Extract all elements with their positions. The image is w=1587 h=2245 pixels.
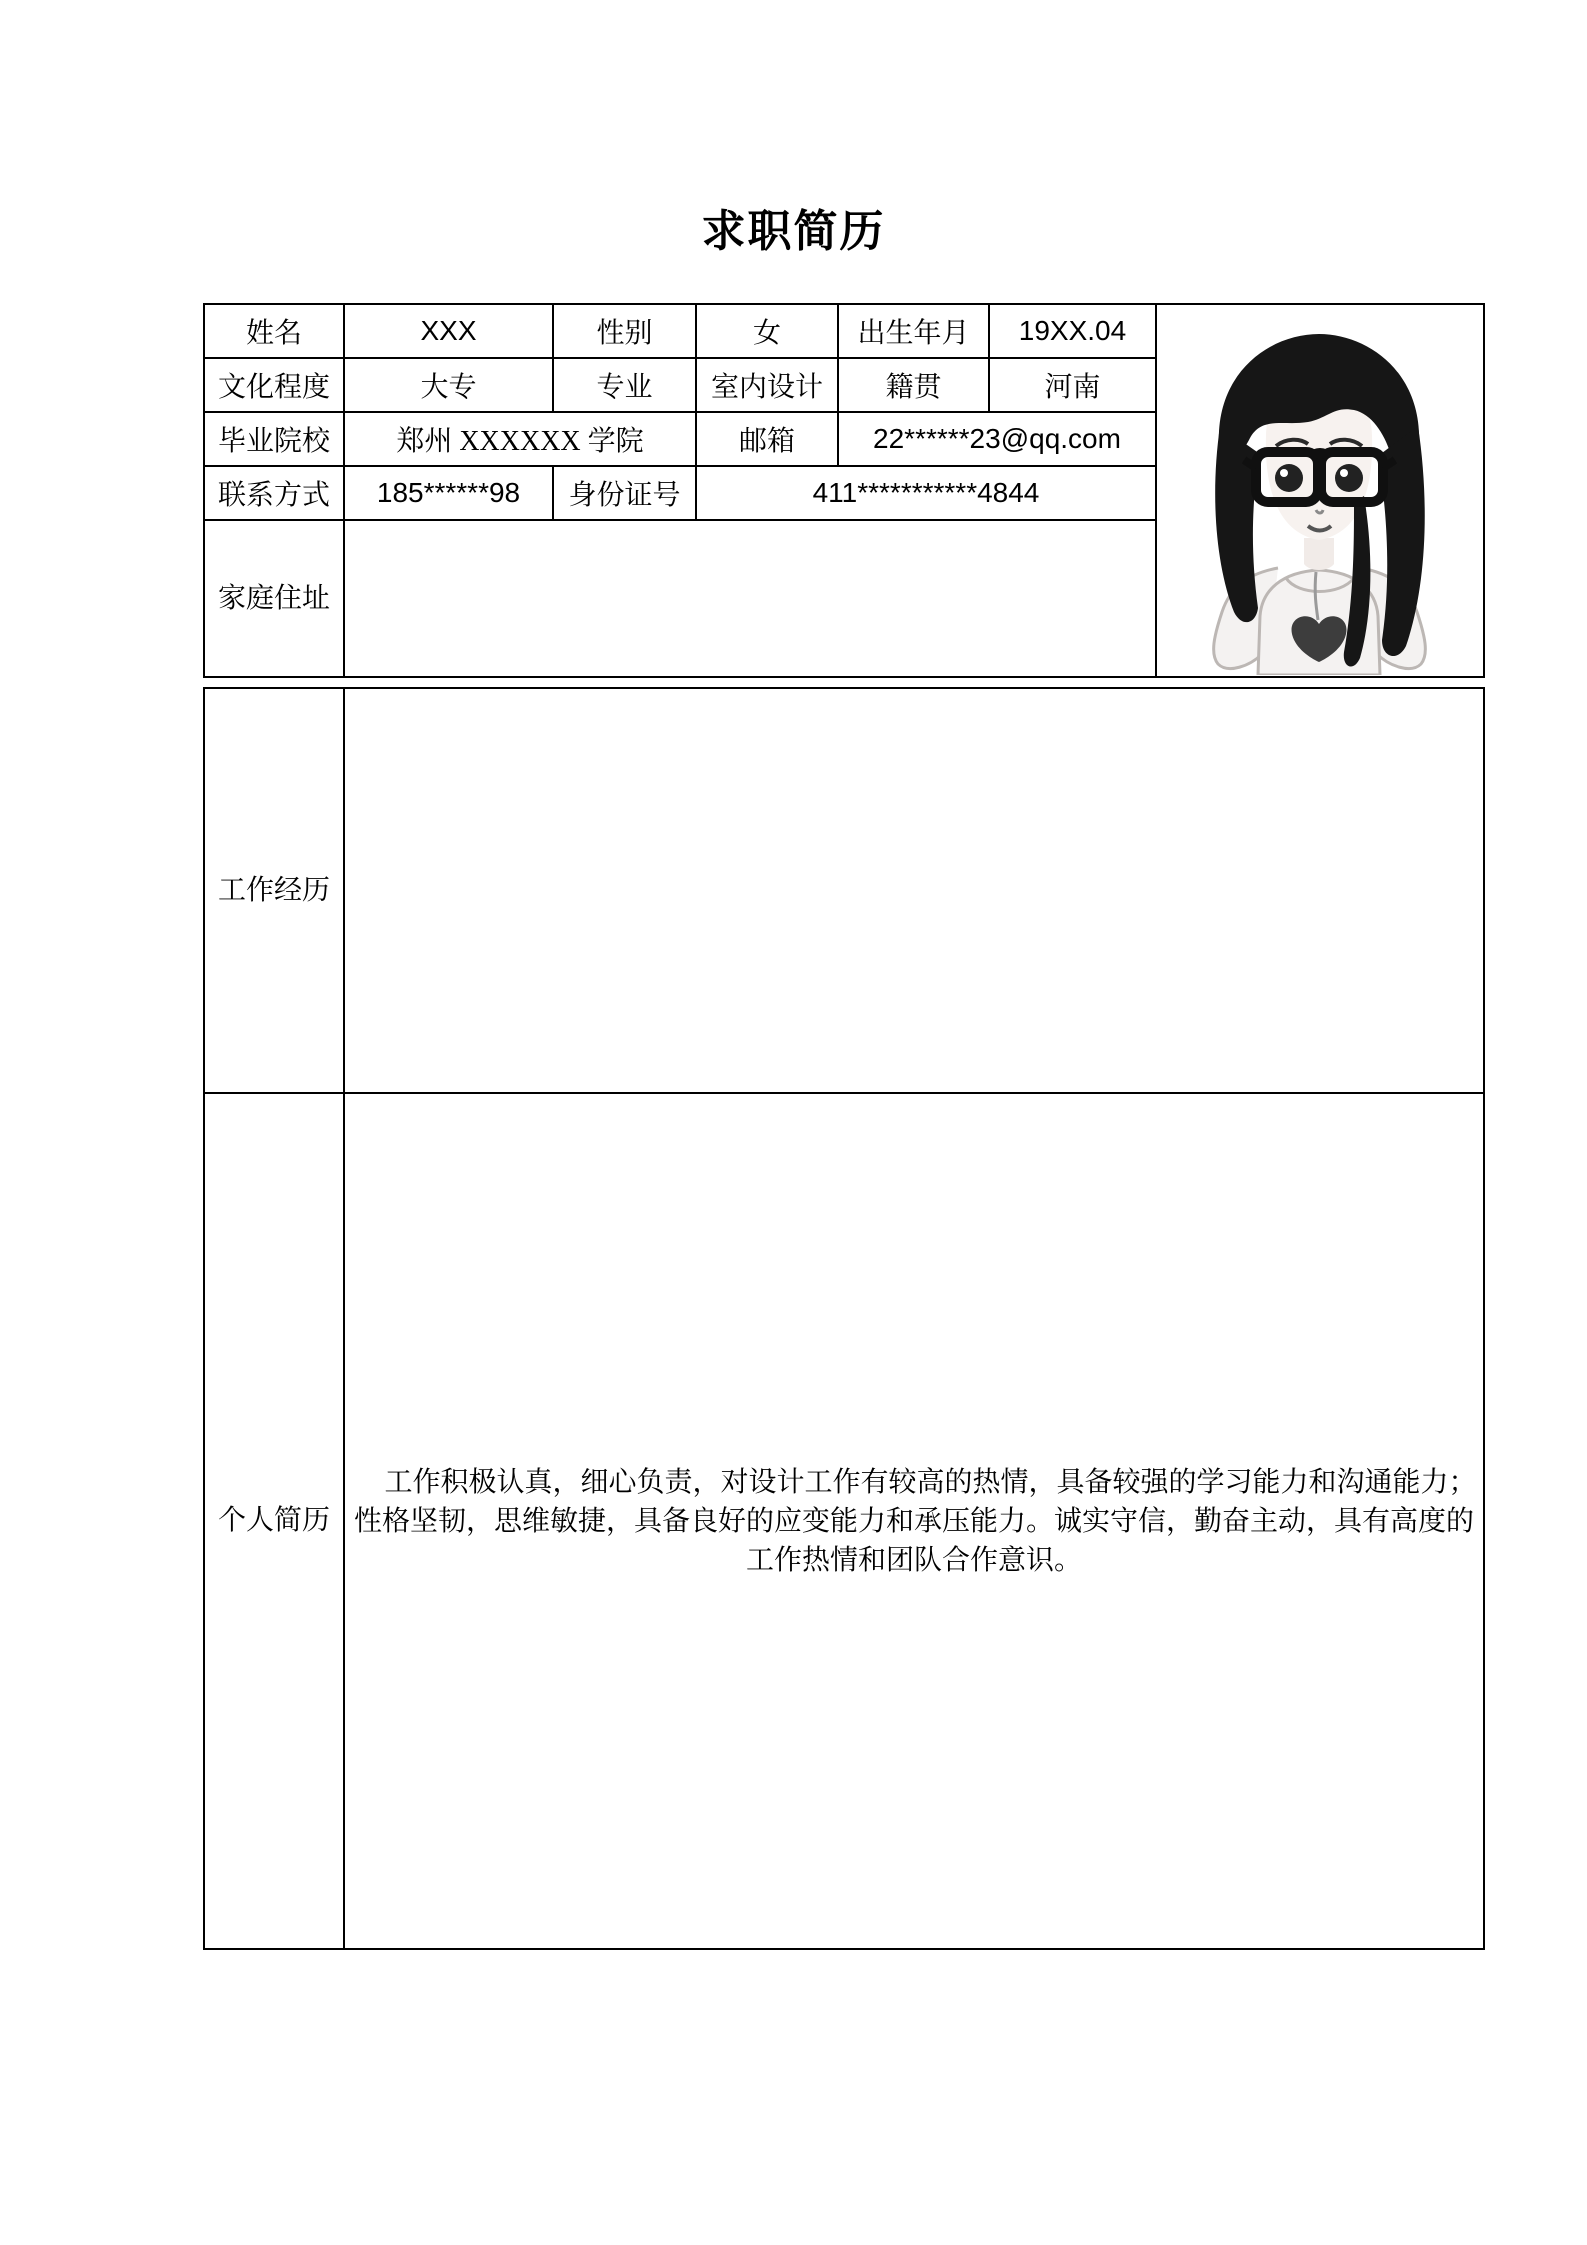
phone-value: 185******98 [344, 466, 553, 520]
education-label: 文化程度 [204, 358, 344, 412]
profile-photo [1156, 304, 1484, 677]
work-experience-value [344, 688, 1484, 1093]
school-label: 毕业院校 [204, 412, 344, 466]
id-value: 411***********4844 [696, 466, 1156, 520]
page-title: 求职简历 [701, 207, 886, 256]
personal-profile-text: 工作积极认真，细心负责，对设计工作有较高的热情，具备较强的学习能力和沟通能力；性格坚韧，思维敏捷，具备良好的应变能力和承压能力。诚实守信，勤奋主动，具有高度的工作热情和团队合作意识。 [344, 1093, 1484, 1949]
name-value: XXX [344, 304, 553, 358]
origin-label: 籍贯 [838, 358, 989, 412]
personal-profile-label: 个人简历 [204, 1093, 344, 1949]
info-table [203, 303, 1485, 678]
left-eye [1275, 464, 1303, 492]
email-label: 邮箱 [696, 412, 838, 466]
address-label: 家庭住址 [204, 520, 344, 677]
row-personal-profile [204, 1093, 1484, 1949]
id-label: 身份证号 [553, 466, 696, 520]
gender-label: 性别 [553, 304, 696, 358]
neck [1304, 538, 1334, 570]
right-eye [1335, 464, 1363, 492]
birth-value: 19XX.04 [989, 304, 1156, 358]
row-work-experience [204, 688, 1484, 1093]
address-value [344, 520, 1156, 677]
work-experience-label: 工作经历 [204, 688, 344, 1093]
school-value: 郑州 XXXXXX 学院 [344, 412, 696, 466]
major-value: 室内设计 [696, 358, 838, 412]
row-name-gender-birth [204, 304, 1484, 358]
phone-label: 联系方式 [204, 466, 344, 520]
cartoon-girl-portrait-icon [1157, 306, 1481, 675]
education-value: 大专 [344, 358, 553, 412]
email-value: 22******23@qq.com [838, 412, 1156, 466]
birth-label: 出生年月 [838, 304, 989, 358]
origin-value: 河南 [989, 358, 1156, 412]
gender-value: 女 [696, 304, 838, 358]
major-label: 专业 [553, 358, 696, 412]
section-table [203, 687, 1485, 1950]
name-label: 姓名 [204, 304, 344, 358]
